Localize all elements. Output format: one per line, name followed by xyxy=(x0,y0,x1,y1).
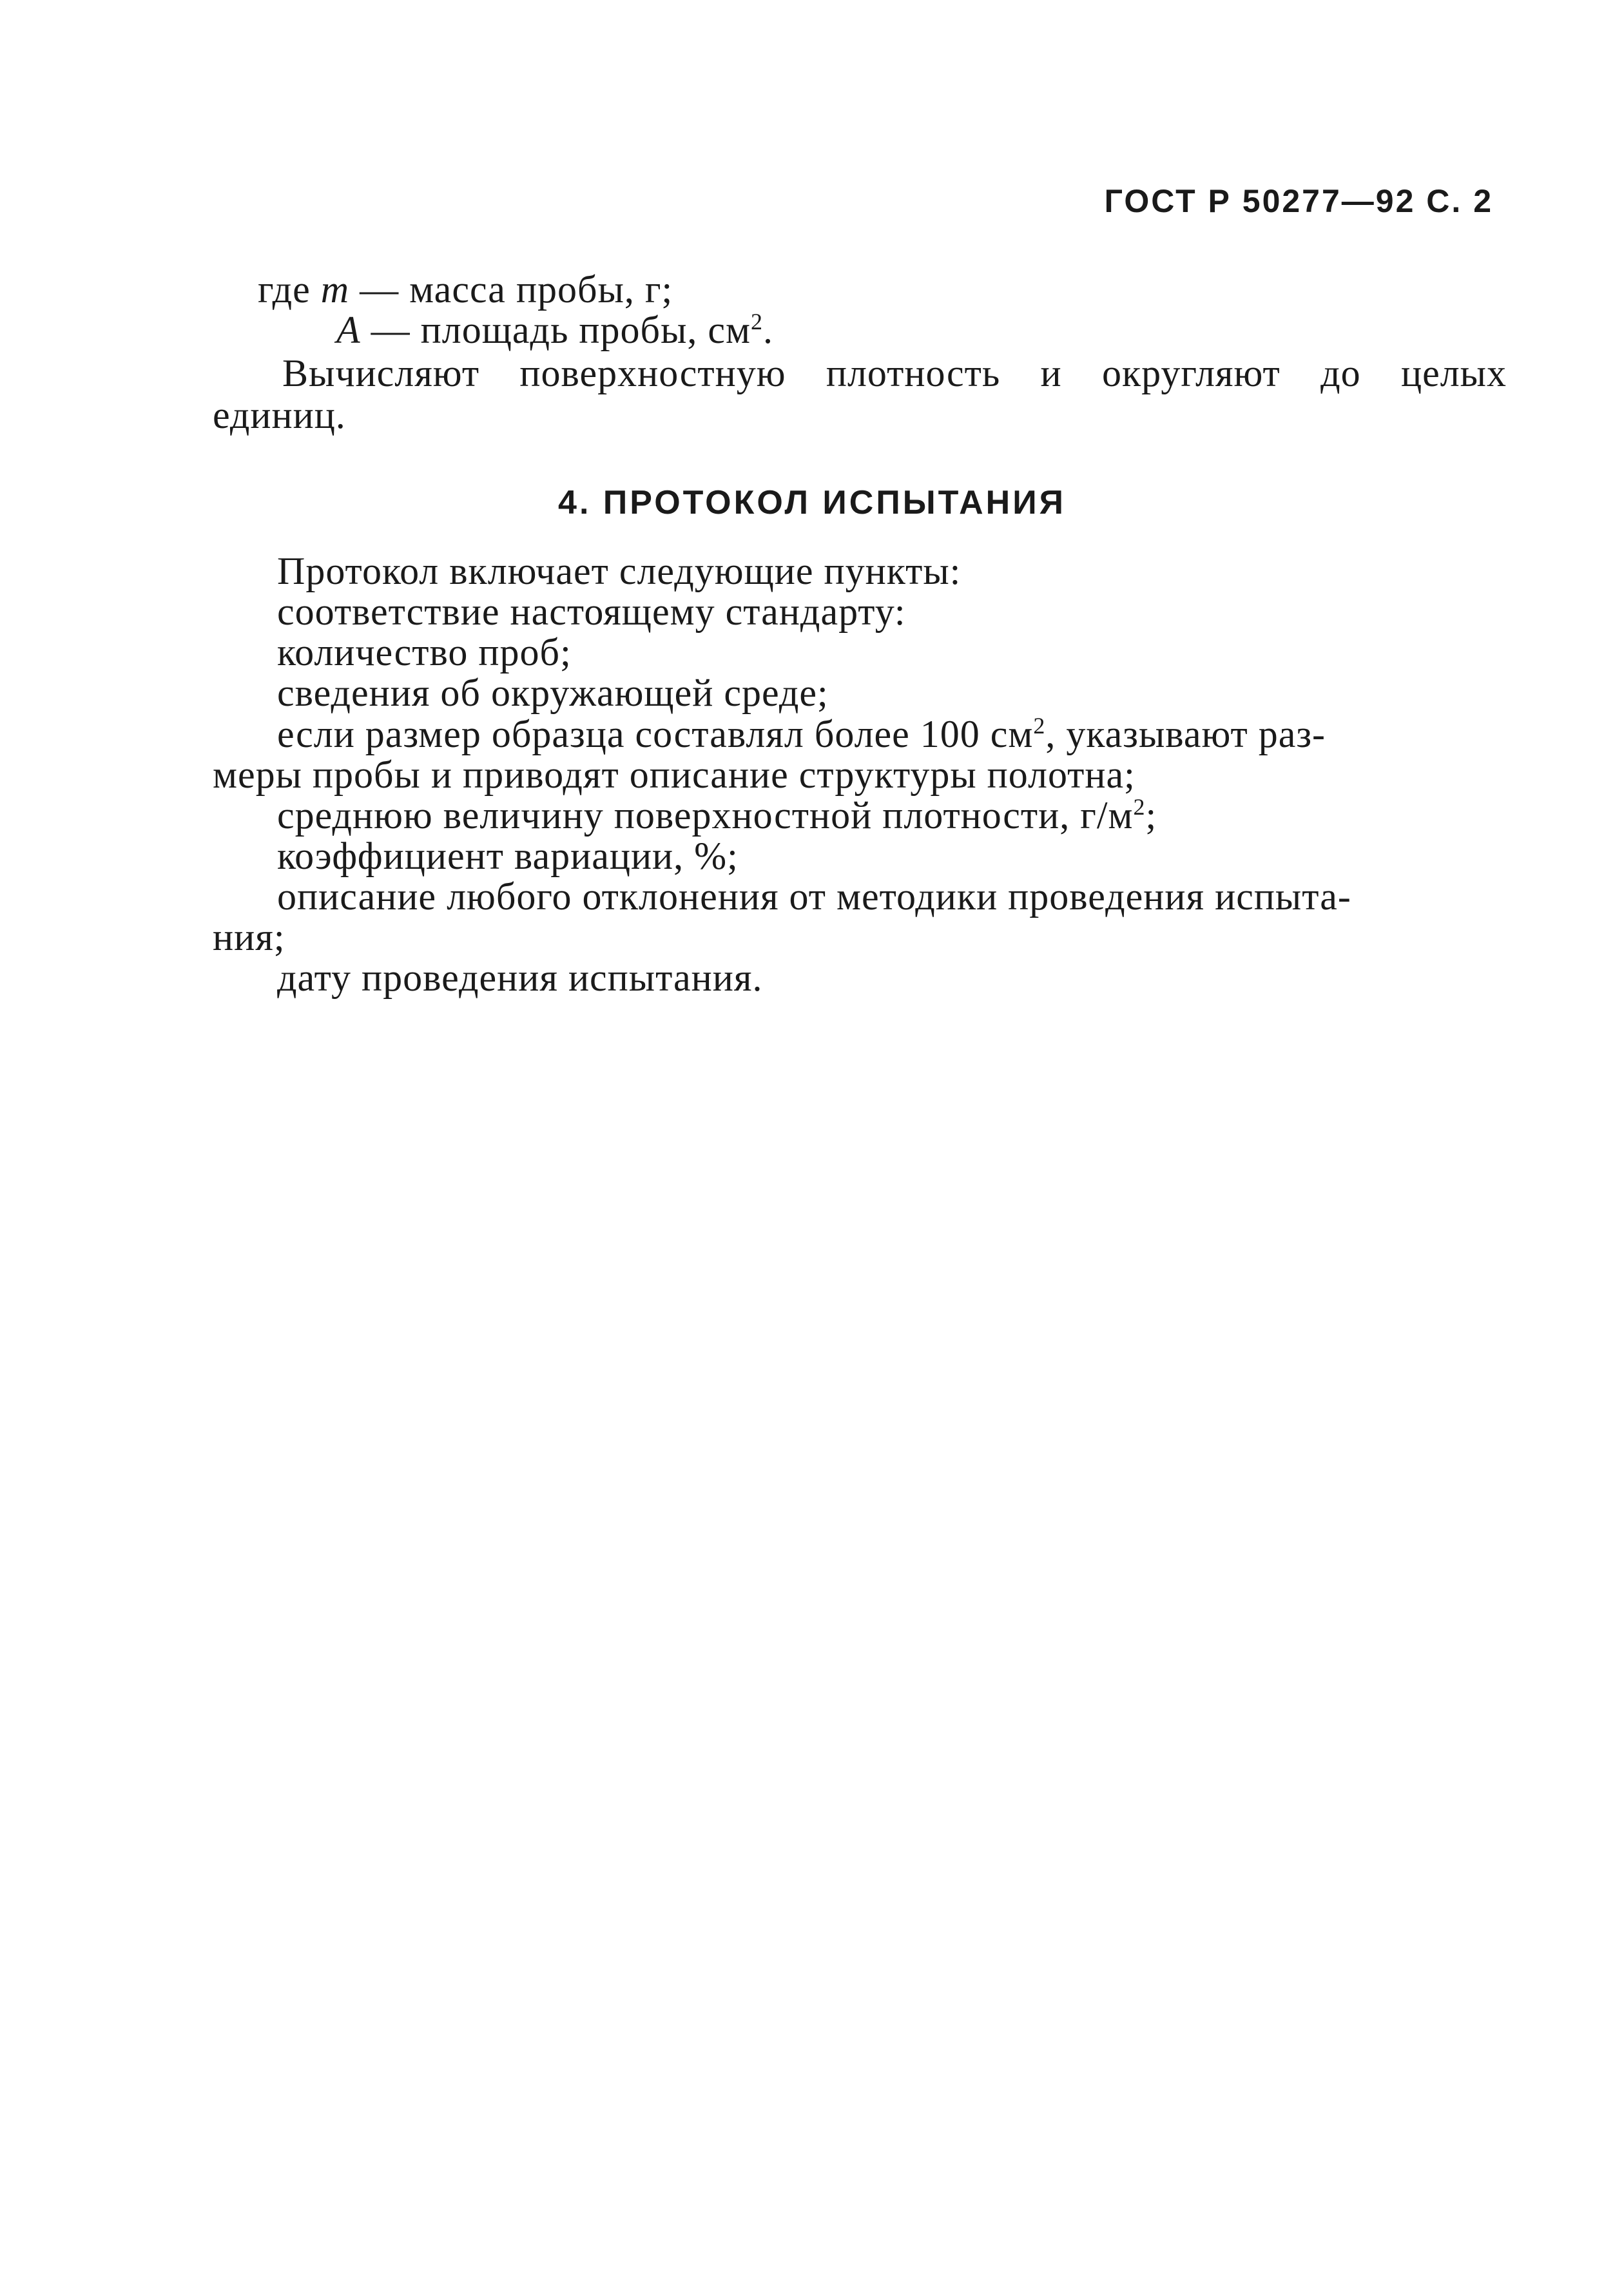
mean-density-exponent: 2 xyxy=(1133,794,1146,820)
variable-a: A xyxy=(336,309,361,351)
mean-density-end: ; xyxy=(1145,794,1157,837)
where-prefix: где xyxy=(258,268,321,311)
protocol-item-deviation-line2: ния; xyxy=(213,916,285,958)
running-head: ГОСТ Р 50277—92 С. 2 xyxy=(1104,183,1493,219)
protocol-item-test-date: дату проведения испытания. xyxy=(277,956,763,999)
calc-paragraph-line1: Вычисляют поверхностную плотность и округляют до целых xyxy=(282,352,1507,394)
protocol-item-environment: сведения об окружающей среде; xyxy=(277,672,829,714)
protocol-item-compliance: соответствие настоящему стандарту: xyxy=(277,590,906,633)
sample-size-exponent: 2 xyxy=(1033,713,1046,739)
area-end: . xyxy=(762,309,773,351)
mean-density-text: среднюю величину поверхностной плотности, г/м xyxy=(277,794,1134,837)
area-definition: — площадь пробы, см xyxy=(360,309,751,351)
protocol-item-deviation-line1: описание любого отклонения от методики проведения испыта- xyxy=(277,875,1351,918)
sample-size-text: если размер образца составлял более 100 см xyxy=(277,713,1034,755)
protocol-item-sample-count: количество проб; xyxy=(277,631,572,673)
protocol-intro: Протокол включает следующие пункты: xyxy=(277,550,962,592)
section-heading: 4. ПРОТОКОЛ ИСПЫТАНИЯ xyxy=(558,484,1066,521)
mass-definition: — масса пробы, г; xyxy=(349,268,673,311)
sample-size-text-end: , указывают раз- xyxy=(1045,713,1326,755)
where-line-mass xyxy=(258,267,673,312)
where-line-area xyxy=(336,308,773,353)
protocol-item-variation: коэффициент вариации, %; xyxy=(277,835,739,877)
protocol-item-mean-density xyxy=(277,793,1157,838)
variable-m: m xyxy=(320,268,350,311)
protocol-item-sample-size-line1 xyxy=(277,712,1507,757)
area-unit-exponent: 2 xyxy=(750,309,763,334)
protocol-item-sample-size-line2: меры пробы и приводят описание структуры полотна; xyxy=(213,753,1136,796)
calc-paragraph-line2: единиц. xyxy=(213,394,346,436)
